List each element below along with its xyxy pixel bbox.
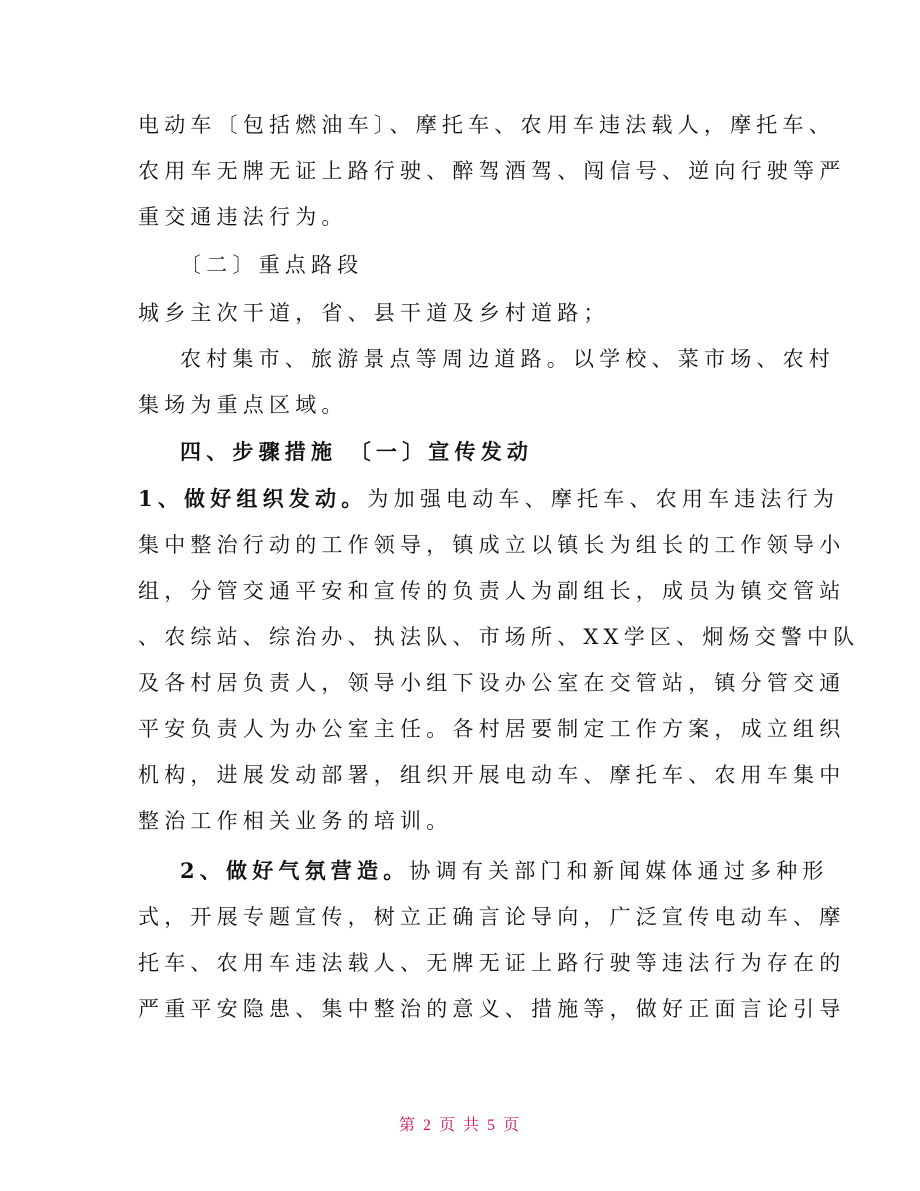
- paragraph-line: 农村集市、旅游景点等周边道路。以学校、菜市场、农村: [180, 347, 835, 371]
- paragraph-line: [138, 484, 839, 514]
- paragraph-line: 农用车无牌无证上路行驶、醉驾酒驾、闯信号、逆向行驶等严: [138, 159, 846, 183]
- paragraph-line: 重交通违法行为。: [138, 205, 348, 229]
- lead-heading: 2、做好气氛营造。: [180, 858, 410, 883]
- paragraph-line: 城乡主次干道，省、县干道及乡村道路；: [138, 301, 610, 325]
- paragraph-line: [180, 856, 829, 886]
- paragraph-line: 严重平安隐患、集中整治的意义、措施等，做好正面言论引导: [138, 997, 846, 1021]
- paragraph-line: 、农综站、综治办、执法队、市场所、XX学区、炯炀交警中队: [138, 625, 860, 649]
- page-number-footer: 第 2 页 共 5 页: [398, 1117, 521, 1134]
- paragraph-line: 平安负责人为办公室主任。各村居要制定工作方案，成立组织: [138, 717, 846, 741]
- section-heading: 四、步骤措施 〔一〕宣传发动: [180, 439, 534, 464]
- paragraph-line: 整治工作相关业务的培训。: [138, 809, 453, 833]
- paragraph-line: 集中整治行动的工作领导，镇成立以镇长为组长的工作领导小: [138, 533, 846, 557]
- paragraph-text: 协调有关部门和新闻媒体通过多种形: [409, 859, 829, 883]
- paragraph-line: 及各村居负责人，领导小组下设办公室在交管站，镇分管交通: [138, 671, 846, 695]
- paragraph-line: 集场为重点区域。: [138, 393, 348, 417]
- paragraph-line: 式，开展专题宣传，树立正确言论导向，广泛宣传电动车、摩: [138, 905, 846, 929]
- paragraph-text: 为加强电动车、摩托车、农用车违法行为: [367, 487, 840, 511]
- paragraph-line: 电动车〔包括燃油车〕、摩托车、农用车违法载人，摩托车、: [138, 113, 835, 137]
- paragraph-line: 机构，进展发动部署，组织开展电动车、摩托车、农用车集中: [138, 763, 846, 787]
- lead-heading: 1、做好组织发动。: [138, 486, 368, 511]
- paragraph-line: 托车、农用车违法载人、无牌无证上路行驶等违法行为存在的: [138, 951, 846, 975]
- section-heading: 〔二〕重点路段: [180, 253, 364, 277]
- paragraph-line: 组，分管交通平安和宣传的负责人为副组长，成员为镇交管站: [138, 579, 846, 603]
